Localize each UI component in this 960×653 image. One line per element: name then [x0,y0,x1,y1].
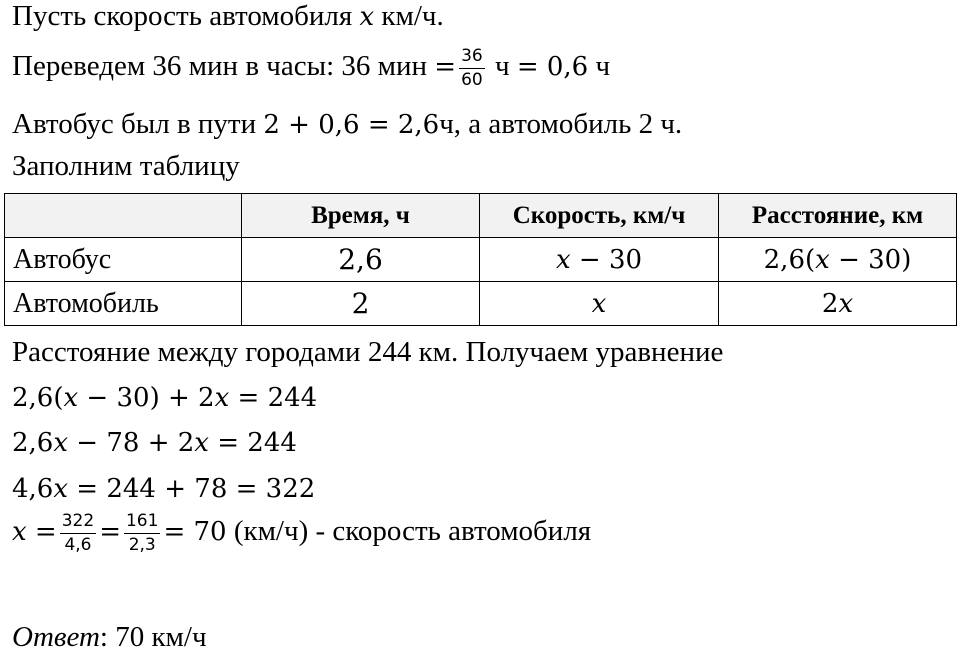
fraction-denominator: 2,3 [128,534,156,555]
math-expression: 4,6 [12,474,54,504]
math-expression: = 70 [163,517,227,548]
text: Заполним таблицу [12,150,240,182]
answer-value: : 70 км/ч [99,621,207,653]
fraction-numerator: 322 [60,512,96,534]
data-table [4,193,957,326]
equation-2 [12,428,297,457]
variable-x: x [591,288,607,319]
fraction-numerator: 36 [459,47,485,69]
math-expression: = 244 [208,428,297,458]
fraction-numerator: 161 [124,512,160,534]
table-cell-distance [719,238,957,282]
math-expression: 2,6( [763,244,816,275]
text: (км/ч) - скорость автомобиля [226,515,592,548]
fraction-322-4-6 [60,512,96,555]
table-row [5,282,957,326]
variable-x: x [359,2,375,32]
math-expression: 2 [821,288,839,319]
math-expression: − 30 [570,244,643,275]
equation-4 [12,512,591,555]
math-expression: = 244 + 78 = 322 [68,474,316,504]
solution-line-1 [12,338,723,367]
fraction-denominator: 60 [461,69,483,90]
answer-label: Ответ [12,621,100,653]
math-expression: 2 + 0,6 = 2,6 [263,110,440,140]
equals-sign: = [434,52,457,83]
text: км/ч. [374,0,444,32]
variable-x: x [194,428,209,458]
text: Автобус был в пути [12,108,264,140]
table-cell-time: 2,6 [242,238,480,282]
text: Переведем 36 мин в часы: 36 мин [12,50,435,83]
math-expression: − 30) [829,244,912,275]
variable-x: x [815,244,830,275]
table-cell-speed [480,238,719,282]
table-header-distance: Расстояние, км [719,194,957,238]
math-expression: 2,6 [12,428,54,458]
table-row [5,238,957,282]
table-cell-distance [719,282,957,326]
text: ч [588,50,611,83]
text: Расстояние между городами 244 км. Получаем уравнение [12,336,724,368]
statement-line-4 [12,152,240,181]
math-expression: − 78 + 2 [68,428,195,458]
table-row-label: Автобус [5,238,242,282]
math-expression: = 244 [229,383,318,413]
table-header-speed: Скорость, км/ч [480,194,719,238]
table-header-time: Время, ч [242,194,480,238]
answer-line [12,623,207,652]
variable-x: x [53,474,69,504]
math-expression: = 0,6 [516,52,589,83]
text: Пусть скорость автомобиля [12,0,360,32]
statement-line-3 [12,110,682,139]
equation-1 [12,383,317,412]
text: ч, а автомобиль 2 ч. [439,108,683,140]
table-row-label: Автомобиль [5,282,242,326]
variable-x: x [63,383,79,413]
table-header-empty [5,194,242,238]
variable-x: x [214,383,230,413]
table-cell-time: 2 [242,282,480,326]
text: ч [487,50,517,83]
math-expression: 2,6( [12,383,64,413]
variable-x: x [12,517,27,548]
equals-sign: = [26,517,57,548]
math-expression: − 30) + 2 [78,383,215,413]
fraction-161-2-3 [124,512,160,555]
table-cell-speed [480,282,719,326]
variable-x: x [838,288,854,319]
equation-3 [12,474,315,503]
fraction-denominator: 4,6 [64,534,92,555]
variable-x: x [555,244,571,275]
table-header-row [5,194,957,238]
fraction-36-60 [459,47,485,90]
variable-x: x [53,428,69,458]
statement-line-1 [12,2,444,31]
equals-sign: = [99,517,121,548]
statement-line-2 [12,47,610,90]
